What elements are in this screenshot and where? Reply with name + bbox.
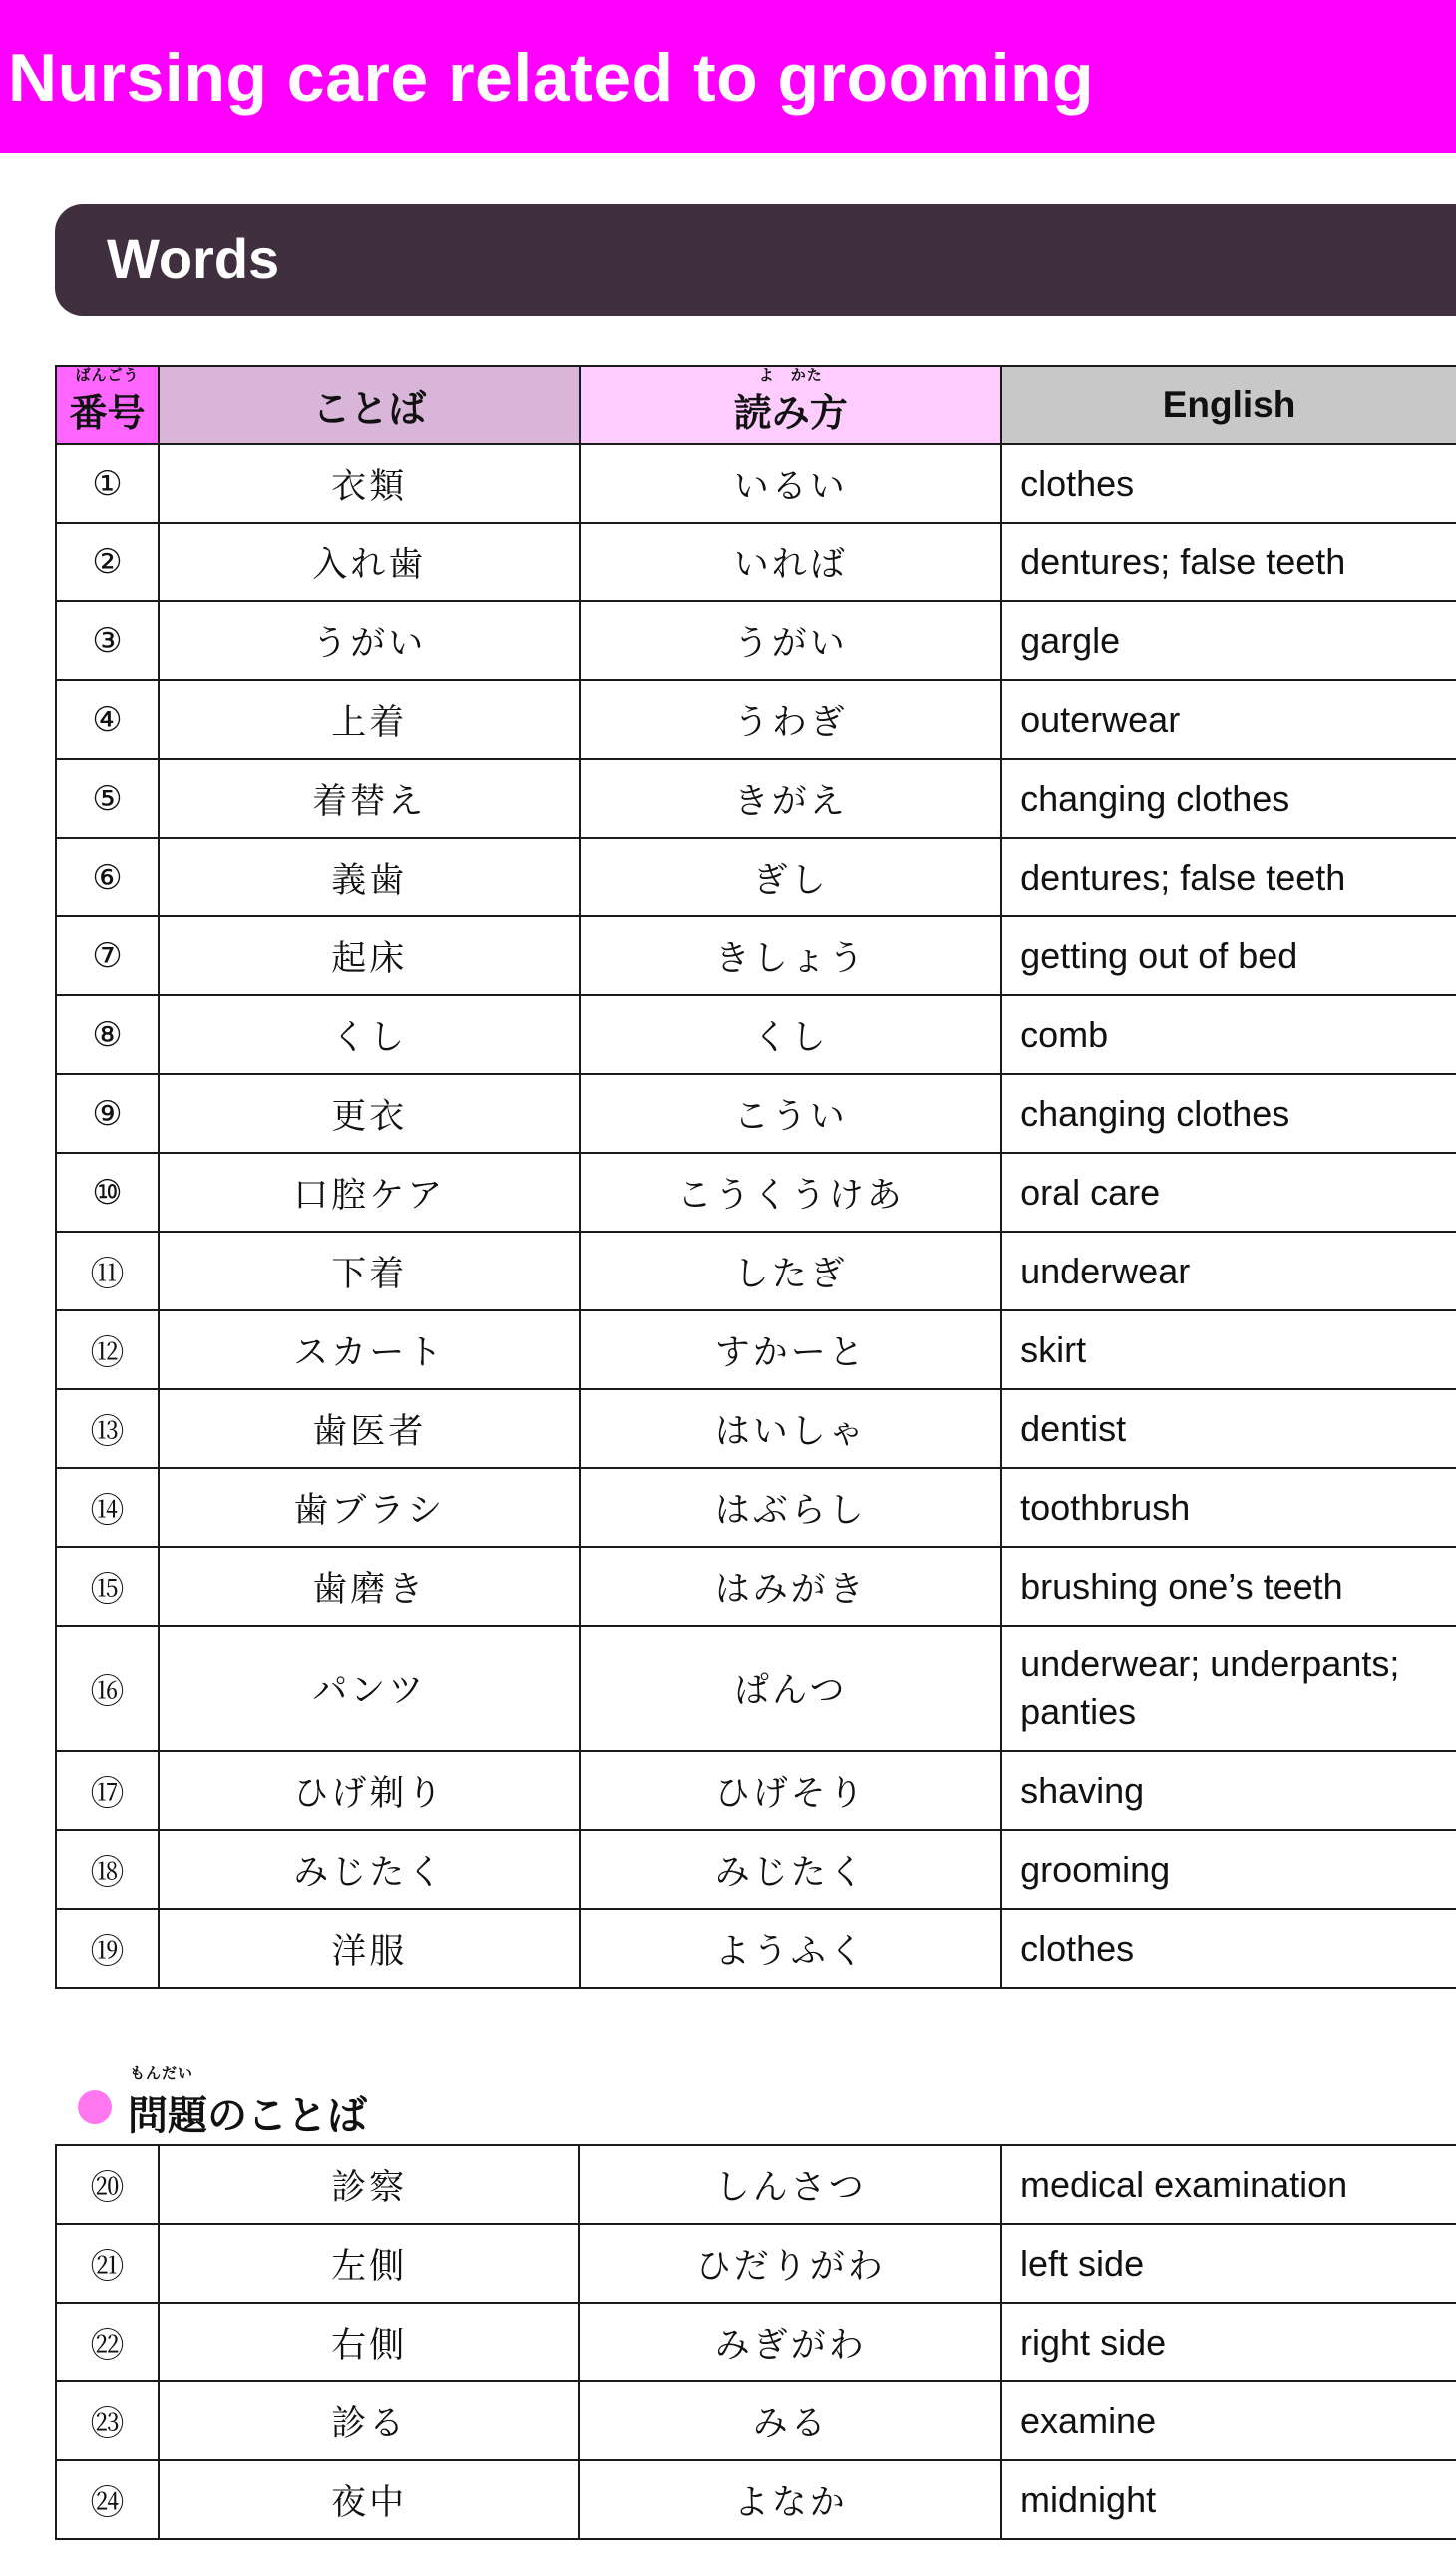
table-row xyxy=(56,2381,1456,2460)
cell-english: right side xyxy=(1001,2303,1456,2381)
header-english: English xyxy=(1001,366,1456,444)
cell-number: ㉔ xyxy=(56,2460,159,2539)
table-row xyxy=(56,1468,1456,1547)
cell-word: くし xyxy=(159,995,580,1074)
vocabulary-table xyxy=(55,365,1456,1989)
cell-reading: ぎし xyxy=(580,838,1002,916)
table-row xyxy=(56,759,1456,838)
header-number-ruby: ばんごう xyxy=(75,365,140,384)
table-row xyxy=(56,1389,1456,1468)
section-title: Words xyxy=(107,227,280,290)
header-reading-ruby: よ かた xyxy=(758,365,823,384)
problem-heading-ruby: もんだい xyxy=(130,2064,194,2082)
table-row xyxy=(56,1074,1456,1153)
cell-reading: こうい xyxy=(580,1074,1002,1153)
problem-heading-title: 問題のことば xyxy=(128,2093,367,2139)
cell-word: 口腔ケア xyxy=(159,1153,580,1232)
cell-reading: いるい xyxy=(580,444,1002,523)
cell-reading: したぎ xyxy=(580,1232,1002,1310)
problem-vocabulary-table xyxy=(55,2144,1456,2540)
cell-reading: うがい xyxy=(580,601,1002,680)
cell-word: スカート xyxy=(159,1310,580,1389)
cell-english: changing clothes xyxy=(1001,1074,1456,1153)
cell-number: ⑲ xyxy=(56,1909,159,1988)
table-row xyxy=(56,1626,1456,1751)
cell-number: ⑱ xyxy=(56,1830,159,1909)
cell-english: underwear; underpants; panties xyxy=(1001,1626,1456,1751)
cell-english: getting out of bed xyxy=(1001,916,1456,995)
header-number-label: 番号 xyxy=(69,390,146,435)
cell-word: 衣類 xyxy=(159,444,580,523)
table-row xyxy=(56,601,1456,680)
table-row xyxy=(56,1751,1456,1830)
cell-english: changing clothes xyxy=(1001,759,1456,838)
cell-english: gargle xyxy=(1001,601,1456,680)
cell-reading: みぎがわ xyxy=(579,2303,1001,2381)
cell-word: 歯磨き xyxy=(159,1547,580,1626)
cell-reading: すかーと xyxy=(580,1310,1002,1389)
cell-number: ㉒ xyxy=(56,2303,159,2381)
cell-reading: はぶらし xyxy=(580,1468,1002,1547)
cell-number: ② xyxy=(56,523,159,601)
table-row xyxy=(56,1547,1456,1626)
cell-word: みじたく xyxy=(159,1830,580,1909)
cell-word: 着替え xyxy=(159,759,580,838)
cell-word: 更衣 xyxy=(159,1074,580,1153)
cell-number: ⑯ xyxy=(56,1626,159,1751)
cell-english: clothes xyxy=(1001,444,1456,523)
table-row xyxy=(56,1310,1456,1389)
page-header-banner xyxy=(0,0,1456,153)
cell-number: ⑭ xyxy=(56,1468,159,1547)
cell-english: dentures; false teeth xyxy=(1001,838,1456,916)
cell-reading: みる xyxy=(579,2381,1001,2460)
cell-number: ③ xyxy=(56,601,159,680)
cell-reading: きしょう xyxy=(580,916,1002,995)
cell-number: ④ xyxy=(56,680,159,759)
section-bar-words xyxy=(55,204,1456,316)
cell-english: grooming xyxy=(1001,1830,1456,1909)
cell-english: shaving xyxy=(1001,1751,1456,1830)
cell-reading: しんさつ xyxy=(579,2145,1001,2224)
table-row xyxy=(56,523,1456,601)
cell-word: うがい xyxy=(159,601,580,680)
table-row xyxy=(56,444,1456,523)
table-row xyxy=(56,995,1456,1074)
cell-reading: よなか xyxy=(579,2460,1001,2539)
cell-word: 入れ歯 xyxy=(159,523,580,601)
table-row xyxy=(56,2303,1456,2381)
cell-english: midnight xyxy=(1001,2460,1456,2539)
cell-reading: ぱんつ xyxy=(580,1626,1002,1751)
cell-number: ⑳ xyxy=(56,2145,159,2224)
table-row xyxy=(56,1909,1456,1988)
cell-number: ⑤ xyxy=(56,759,159,838)
table-row xyxy=(56,1232,1456,1310)
cell-word: 下着 xyxy=(159,1232,580,1310)
cell-english: clothes xyxy=(1001,1909,1456,1988)
cell-number: ⑫ xyxy=(56,1310,159,1389)
cell-number: ⑧ xyxy=(56,995,159,1074)
cell-english: medical examination xyxy=(1001,2145,1456,2224)
cell-reading: ひだりがわ xyxy=(579,2224,1001,2303)
table-row xyxy=(56,2224,1456,2303)
cell-english: left side xyxy=(1001,2224,1456,2303)
table-row xyxy=(56,1153,1456,1232)
table-header-row xyxy=(56,366,1456,444)
cell-word: 起床 xyxy=(159,916,580,995)
cell-number: ㉑ xyxy=(56,2224,159,2303)
cell-number: ⑪ xyxy=(56,1232,159,1310)
cell-word: 上着 xyxy=(159,680,580,759)
cell-english: underwear xyxy=(1001,1232,1456,1310)
cell-word: 診る xyxy=(159,2381,580,2460)
cell-english: dentist xyxy=(1001,1389,1456,1468)
page-title: Nursing care related to grooming xyxy=(8,40,1095,116)
cell-word: 歯医者 xyxy=(159,1389,580,1468)
header-word: ことば xyxy=(159,366,580,444)
cell-reading: はみがき xyxy=(580,1547,1002,1626)
cell-word: ひげ剃り xyxy=(159,1751,580,1830)
table-row xyxy=(56,2145,1456,2224)
cell-number: ⑩ xyxy=(56,1153,159,1232)
cell-english: skirt xyxy=(1001,1310,1456,1389)
cell-word: 夜中 xyxy=(159,2460,580,2539)
table-row xyxy=(56,1830,1456,1909)
cell-number: ① xyxy=(56,444,159,523)
cell-number: ⑮ xyxy=(56,1547,159,1626)
cell-english: brushing one’s teeth xyxy=(1001,1547,1456,1626)
cell-reading: ようふく xyxy=(580,1909,1002,1988)
cell-word: 洋服 xyxy=(159,1909,580,1988)
cell-number: ⑬ xyxy=(56,1389,159,1468)
cell-word: 診察 xyxy=(159,2145,580,2224)
cell-english: comb xyxy=(1001,995,1456,1074)
cell-reading: みじたく xyxy=(580,1830,1002,1909)
cell-reading: きがえ xyxy=(580,759,1002,838)
table-row xyxy=(56,2460,1456,2539)
cell-word: パンツ xyxy=(159,1626,580,1751)
cell-word: 右側 xyxy=(159,2303,580,2381)
cell-word: 歯ブラシ xyxy=(159,1468,580,1547)
header-number xyxy=(56,366,159,444)
cell-number: ⑥ xyxy=(56,838,159,916)
header-reading-label: 読み方 xyxy=(733,390,848,435)
cell-number: ㉓ xyxy=(56,2381,159,2460)
cell-reading: こうくうけあ xyxy=(580,1153,1002,1232)
cell-english: outerwear xyxy=(1001,680,1456,759)
cell-english: examine xyxy=(1001,2381,1456,2460)
cell-number: ⑨ xyxy=(56,1074,159,1153)
problem-words-heading xyxy=(78,2062,676,2139)
table-row xyxy=(56,680,1456,759)
cell-reading: はいしゃ xyxy=(580,1389,1002,1468)
cell-number: ⑰ xyxy=(56,1751,159,1830)
cell-english: toothbrush xyxy=(1001,1468,1456,1547)
cell-english: oral care xyxy=(1001,1153,1456,1232)
cell-reading: うわぎ xyxy=(580,680,1002,759)
cell-reading: いれば xyxy=(580,523,1002,601)
cell-reading: ひげそり xyxy=(580,1751,1002,1830)
header-reading xyxy=(580,366,1002,444)
cell-word: 左側 xyxy=(159,2224,580,2303)
table-row xyxy=(56,916,1456,995)
table-row xyxy=(56,838,1456,916)
cell-english: dentures; false teeth xyxy=(1001,523,1456,601)
cell-reading: くし xyxy=(580,995,1002,1074)
bullet-dot-icon xyxy=(78,2090,112,2124)
cell-word: 義歯 xyxy=(159,838,580,916)
cell-number: ⑦ xyxy=(56,916,159,995)
